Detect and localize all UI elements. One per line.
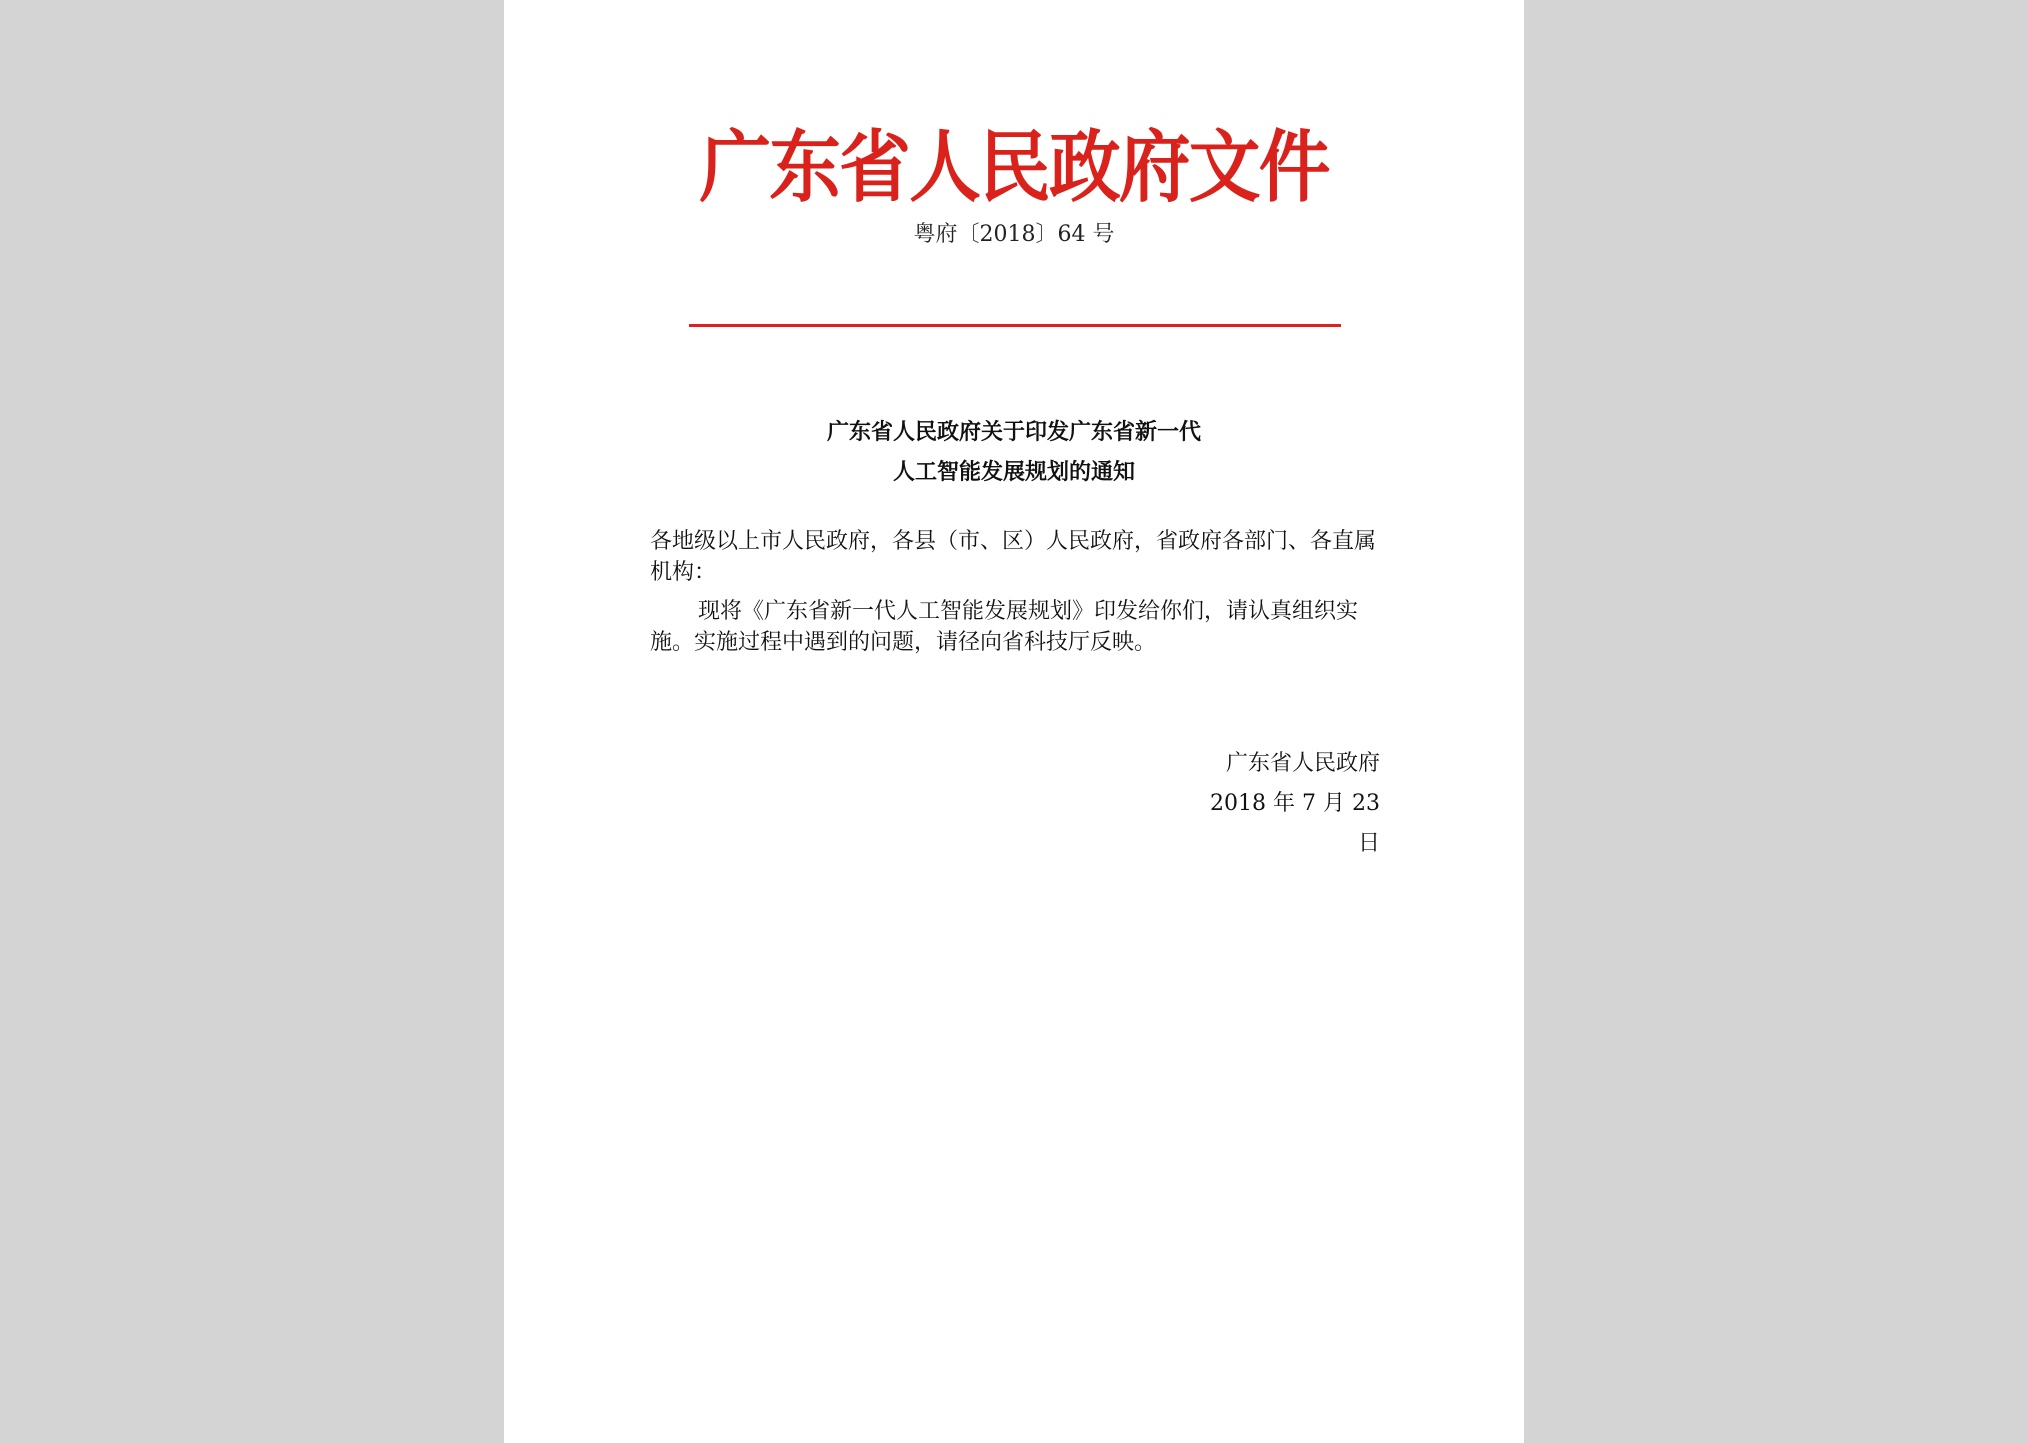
title-line-2: 人工智能发展规划的通知 [892, 459, 1135, 485]
red-divider-line [689, 324, 1341, 327]
document-page [504, 0, 1524, 1443]
title-line-1: 广东省人民政府关于印发广东省新一代 [826, 419, 1201, 445]
body-paragraph: 现将《广东省新一代人工智能发展规划》印发给你们，请认真组织实施。实施过程中遇到的问题，请径向省科技厅反映。 [650, 599, 1359, 655]
document-number: 粤府〔2018〕64 号 [913, 222, 1115, 247]
document-masthead: 广东省人民政府文件 [699, 123, 1329, 213]
signature-organization: 广东省人民政府 [1225, 751, 1380, 776]
document-title [504, 412, 1524, 492]
signature-date: 2018 年 7 月 23 日 [1210, 791, 1380, 856]
salutation: 各地级以上市人民政府，各县（市、区）人民政府，省政府各部门、各直属机构： [650, 529, 1377, 585]
